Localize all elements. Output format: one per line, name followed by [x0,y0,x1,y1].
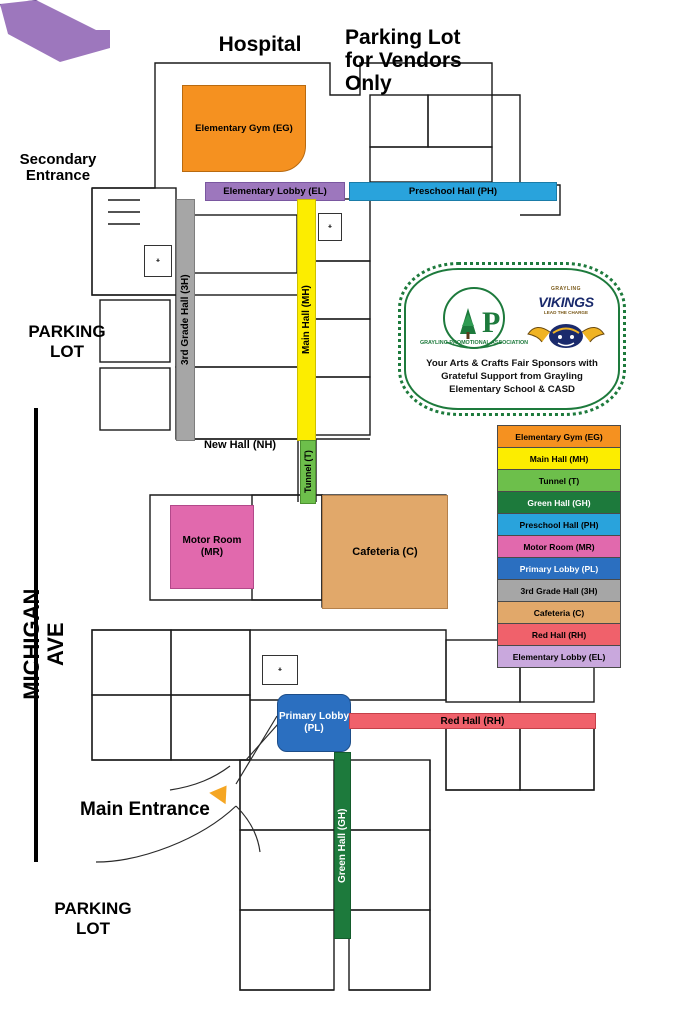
vikings-logo-wordmark: VIKINGS [538,294,594,310]
area-tunnel-label: Tunnel (T) [303,450,313,494]
label-main-entrance: Main Entrance [80,799,210,820]
area-primary-lobby-label: Primary Lobby (PL) [278,711,350,734]
legend-item-label: Red Hall (RH) [531,629,587,640]
restroom-icon [262,655,298,685]
area-preschool-hall-label: Preschool Hall (PH) [408,186,498,197]
vikings-logo-tagline: LEAD THE CHARGE [543,310,589,315]
legend-item[interactable] [498,558,620,580]
grayling-vikings-logo [520,286,612,352]
restroom-icon [144,245,172,277]
viking-mascot-icon [520,316,612,350]
restroom-glyph: ⚹ [277,666,283,673]
legend-item[interactable] [498,448,620,470]
area-elementary-gym-label: Elementary Gym (EG) [195,123,293,134]
legend-item-label: Main Hall (MH) [529,453,589,464]
label-michigan-ave: MICHIGAN AVE [18,588,68,700]
legend-item[interactable] [498,470,620,492]
label-parking-lot-for-vendors-only: Parking Lot for Vendors Only [345,26,462,96]
area-green-hall[interactable] [334,752,351,939]
area-main-hall-label: Main Hall (MH) [301,285,312,355]
area-elementary-lobby[interactable] [205,182,345,201]
legend-item-label: Primary Lobby (PL) [519,563,599,574]
legend-item[interactable] [498,646,620,667]
gpa-association-name: GRAYLING PROMOTIONAL ASSOCIATION [419,340,529,346]
map-legend [497,425,621,668]
legend-item-label: Elementary Lobby (EL) [512,651,606,662]
area-red-hall[interactable] [349,713,596,729]
area-third-grade-hall[interactable] [176,199,195,441]
area-primary-lobby[interactable] [277,694,351,752]
legend-item[interactable] [498,624,620,646]
legend-item[interactable] [498,426,620,448]
svg-text:P: P [482,306,501,339]
area-tunnel[interactable] [300,440,316,504]
legend-item[interactable] [498,514,620,536]
restroom-icon [318,213,342,241]
area-red-hall-label: Red Hall (RH) [440,715,505,727]
area-elementary-gym[interactable] [182,85,306,172]
label-secondary-entrance: Secondary Entrance [19,151,97,184]
restroom-glyph: ⚹ [155,257,161,264]
legend-item-label: Preschool Hall (PH) [519,519,599,530]
label-hospital: Hospital [218,33,302,56]
area-green-hall-label: Green Hall (GH) [337,808,348,883]
sponsor-message: Your Arts & Crafts Fair Sponsors with Grateful Support from Grayling Elementary School & CASD [426,358,598,395]
legend-item-label: Cafeteria (C) [533,607,585,618]
legend-item-label: Tunnel (T) [538,475,580,486]
legend-item-label: Green Hall (GH) [527,497,591,508]
sponsor-badge [398,262,626,416]
legend-item[interactable] [498,492,620,514]
legend-item-label: 3rd Grade Hall (3H) [520,585,598,596]
restroom-glyph: ⚹ [327,223,333,230]
legend-item-label: Elementary Gym (EG) [515,431,603,442]
area-cafeteria[interactable] [322,495,448,609]
label-parking-lot-west: PARKING LOT [28,322,106,361]
label-parking-lot-south: PARKING LOT [54,899,132,938]
area-motor-room-label: Motor Room (MR) [182,534,242,558]
area-cafeteria-label: Cafeteria (C) [352,546,418,558]
area-elementary-lobby-label: Elementary Lobby (EL) [223,186,327,197]
vikings-logo-top-text: GRAYLING [551,286,581,292]
area-motor-room[interactable] [170,505,254,589]
legend-item[interactable] [498,602,620,624]
area-main-hall[interactable] [297,199,316,441]
legend-item[interactable] [498,536,620,558]
area-third-grade-hall-label: 3rd Grade Hall (3H) [180,274,191,366]
label-new-hall: New Hall (NH) [203,439,277,451]
area-preschool-hall[interactable] [349,182,557,201]
legend-item[interactable] [498,580,620,602]
legend-item-label: Motor Room (MR) [523,541,595,552]
